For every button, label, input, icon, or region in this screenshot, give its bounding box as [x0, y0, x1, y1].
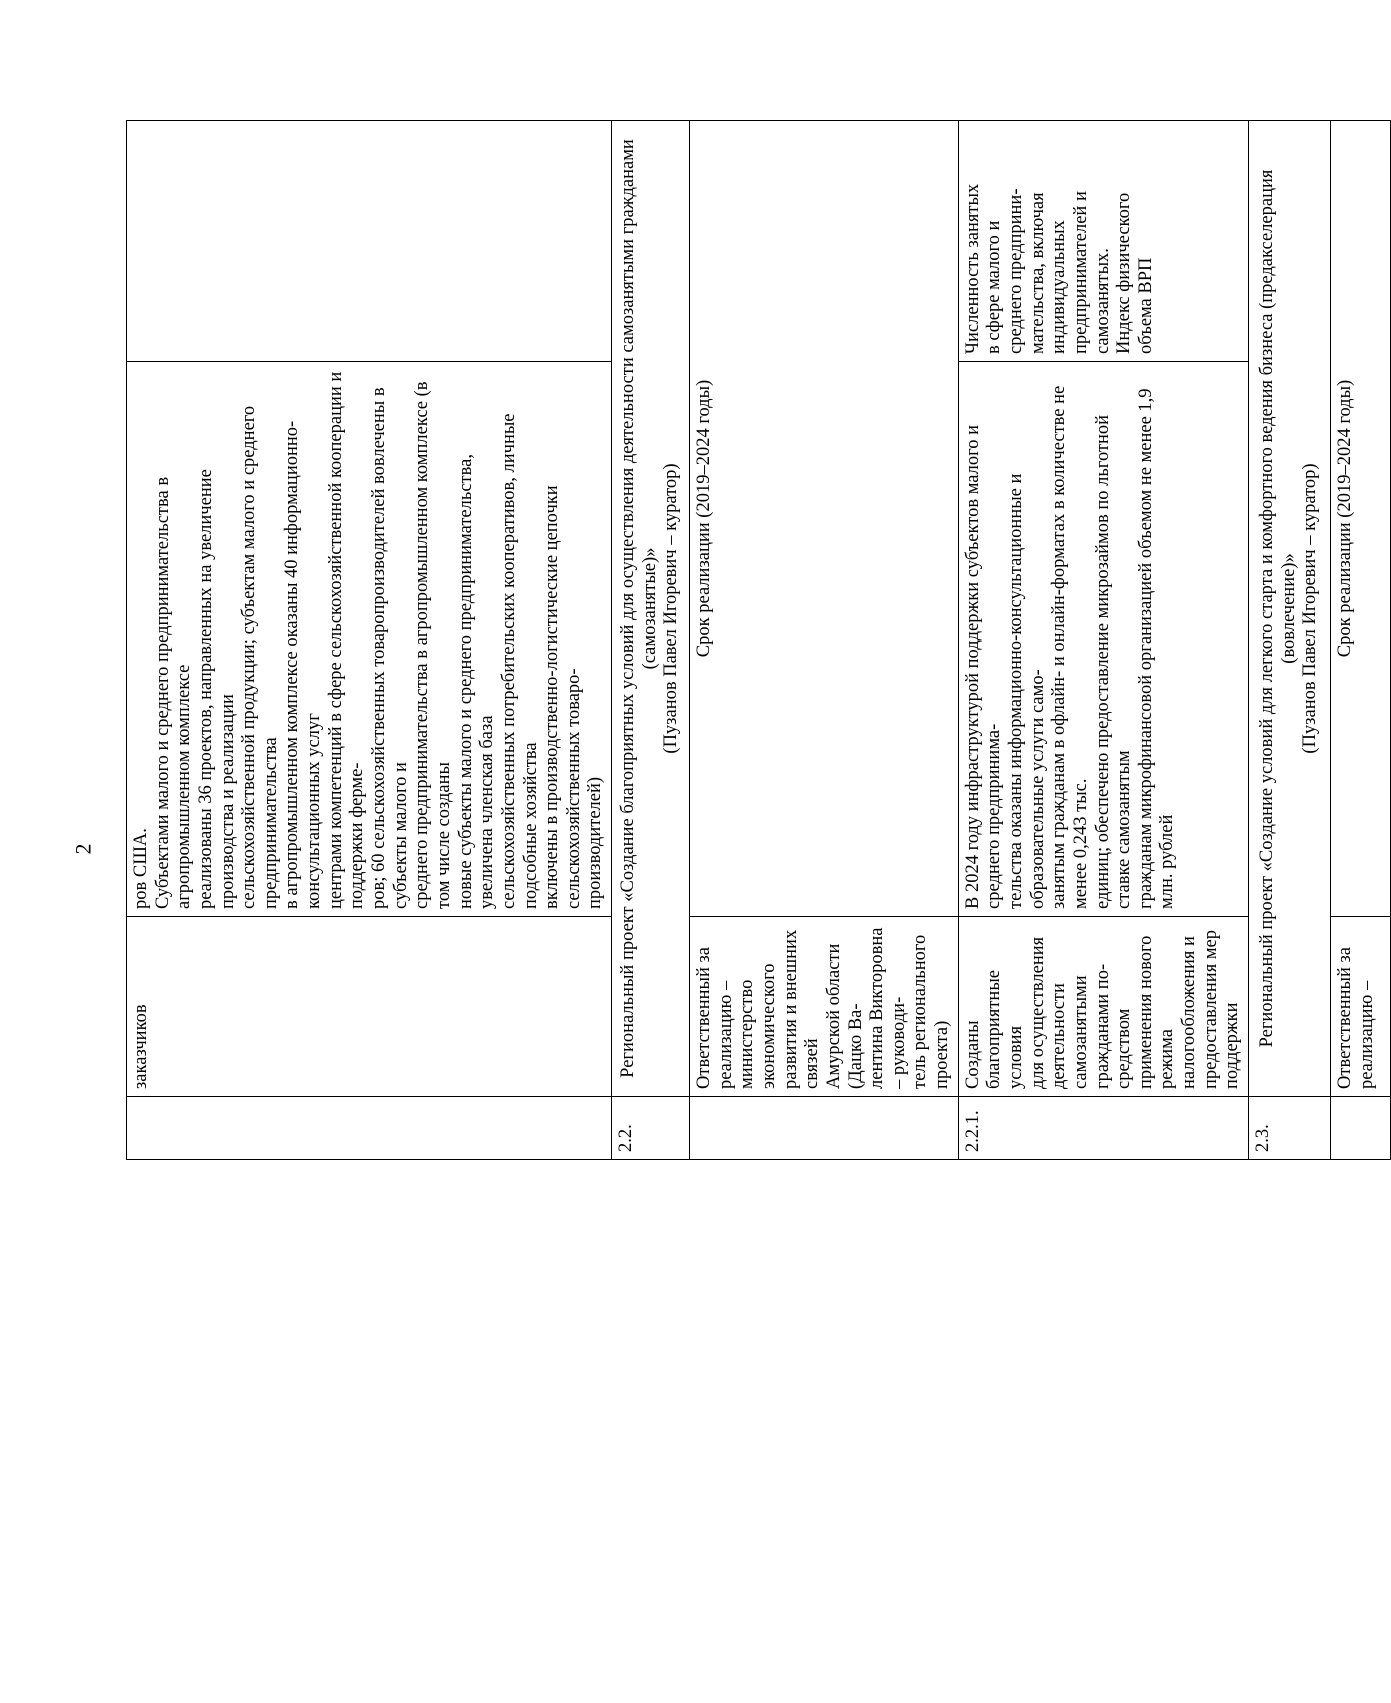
result-line: тельства оказаны информационно-консультационные и образовательные услуги само-	[1005, 473, 1048, 909]
result-line: сельскохозяйственной продукции; субъектам малого и среднего предпринимательства	[239, 405, 281, 909]
indicator-line: Индекс физического	[1114, 192, 1135, 354]
project-title	[612, 121, 690, 1097]
indicator-line: индивидуальных	[1049, 220, 1070, 354]
row-number: 2.2.1.	[958, 1097, 1248, 1160]
measure-name-line: средством применения нового	[1114, 935, 1156, 1089]
measures-table	[126, 120, 1391, 1160]
measure-indicator	[958, 121, 1248, 362]
responsible-line: развития и внешних связей	[780, 929, 823, 1089]
measure-indicator	[127, 121, 612, 362]
table-row-customers	[127, 121, 612, 1160]
indicator-line: мательства, включая	[1027, 192, 1048, 354]
implementation-term: Срок реализации (2019–2024 годы)	[1330, 121, 1390, 917]
row-number-empty	[1330, 1097, 1390, 1160]
result-line: единиц; обеспечено предоставление микрозаймов по льготной ставке самозанятым	[1092, 414, 1135, 909]
project-title	[1249, 121, 1331, 1097]
row-number: 2.3.	[1249, 1097, 1331, 1160]
result-line: включены в производственно-логистические цепочки сельскохозяйственных товаро-	[542, 485, 584, 909]
rotated-table-wrapper	[126, 120, 1377, 1160]
table-row-responsible-2-2	[690, 121, 959, 1160]
result-line: среднего предпринимательства в агропромышленном комплексе (в том числе созданы	[412, 381, 454, 909]
responsible-line: Ответственный за реализацию –	[694, 946, 736, 1089]
responsible-line: тель регионального проекта)	[910, 934, 953, 1089]
result-line: В 2024 году инфраструктурой поддержки субъектов малого и среднего предпринима-	[962, 424, 1005, 909]
indicator-line: предпринимателей и	[1070, 191, 1091, 354]
measure-name-line: предоставления мер поддержки	[1200, 929, 1243, 1089]
result-line: центрами компетенций в сфере сельскохозяйственной кооперации и поддержки ферме-	[325, 371, 368, 909]
result-line: Субъектами малого и среднего предпринимательства в агропромышленном комплексе	[152, 476, 195, 909]
implementation-term: Срок реализации (2019–2024 годы)	[690, 121, 959, 917]
indicator-line: в сфере малого и	[984, 220, 1005, 354]
measure-name-line: режима налогообложения и	[1157, 936, 1200, 1089]
table-row-project-2-3	[1249, 121, 1331, 1160]
responsible-info: Ответственный за реализацию –	[1330, 917, 1390, 1097]
indicator-line: самозанятых.	[1092, 248, 1113, 354]
indicator-line: объема ВРП	[1135, 257, 1156, 354]
project-curator-line: (Пузанов Павел Игоревич – куратор)	[661, 463, 682, 754]
result-line: ров; 60 сельскохозяйственных товаропроизводителей вовлечены в субъекты малого и	[369, 387, 411, 909]
measure-name-line: самозанятыми гражданами по-	[1070, 963, 1113, 1089]
result-line: производителей)	[585, 776, 606, 909]
result-line: ров США.	[131, 828, 151, 909]
table-row-project-2-2	[612, 121, 690, 1160]
table-row-2-2-1	[958, 121, 1248, 1160]
row-number	[127, 1097, 612, 1160]
measure-name: заказчиков	[127, 917, 612, 1097]
indicator-line: Численность занятых	[962, 183, 983, 354]
page-number: 2	[70, 843, 96, 855]
table-row-responsible-2-3	[1330, 121, 1390, 1160]
measure-name-line: Созданы благоприятные условия	[962, 970, 1026, 1089]
responsible-line: лентина Викторовна – руководи-	[867, 927, 909, 1089]
row-number-empty	[690, 1097, 959, 1160]
indicator-line: среднего предприни-	[1005, 188, 1026, 354]
row-number: 2.2.	[612, 1097, 690, 1160]
result-line: занятым гражданам в офлайн- и онлайн-форматах в количестве не менее 0,243 тыс.	[1049, 385, 1091, 909]
responsible-line: министерство экономического	[737, 963, 779, 1089]
result-line: новые субъекты малого и среднего предпринимательства, увеличена членская база	[455, 454, 498, 909]
result-line: сельскохозяйственных потребительских кооперативов, личные подсобные хозяйства	[498, 413, 541, 909]
result-line: в агропромышленном комплексе оказаны 40 информационно-консультационных услуг	[282, 420, 325, 909]
measure-result	[958, 362, 1248, 917]
responsible-info	[690, 917, 959, 1097]
responsible-line: Амурской области (Дацко Ва-	[823, 943, 866, 1089]
measure-name-line: для осуществления деятельности	[1027, 936, 1070, 1089]
project-title-line: Региональный проект «Создание благоприятных условий для осуществления деятельности самозанятыми гражданами (самозанятые)»	[618, 139, 660, 1078]
measure-result	[127, 362, 612, 917]
project-curator-line: (Пузанов Павел Игоревич – куратор)	[1300, 463, 1321, 754]
measure-name	[958, 917, 1248, 1097]
result-line: гражданам микрофинансовой организацией объемом не менее 1,9 млн. рублей	[1135, 388, 1178, 909]
project-title-line: Региональный проект «Создание условий для легкого старта и комфортного ведения бизнеса (предакселерация (вовлечение)»	[1257, 169, 1299, 1048]
result-line: реализованы 36 проектов, направленных на увеличение производства и реализации	[195, 469, 238, 909]
